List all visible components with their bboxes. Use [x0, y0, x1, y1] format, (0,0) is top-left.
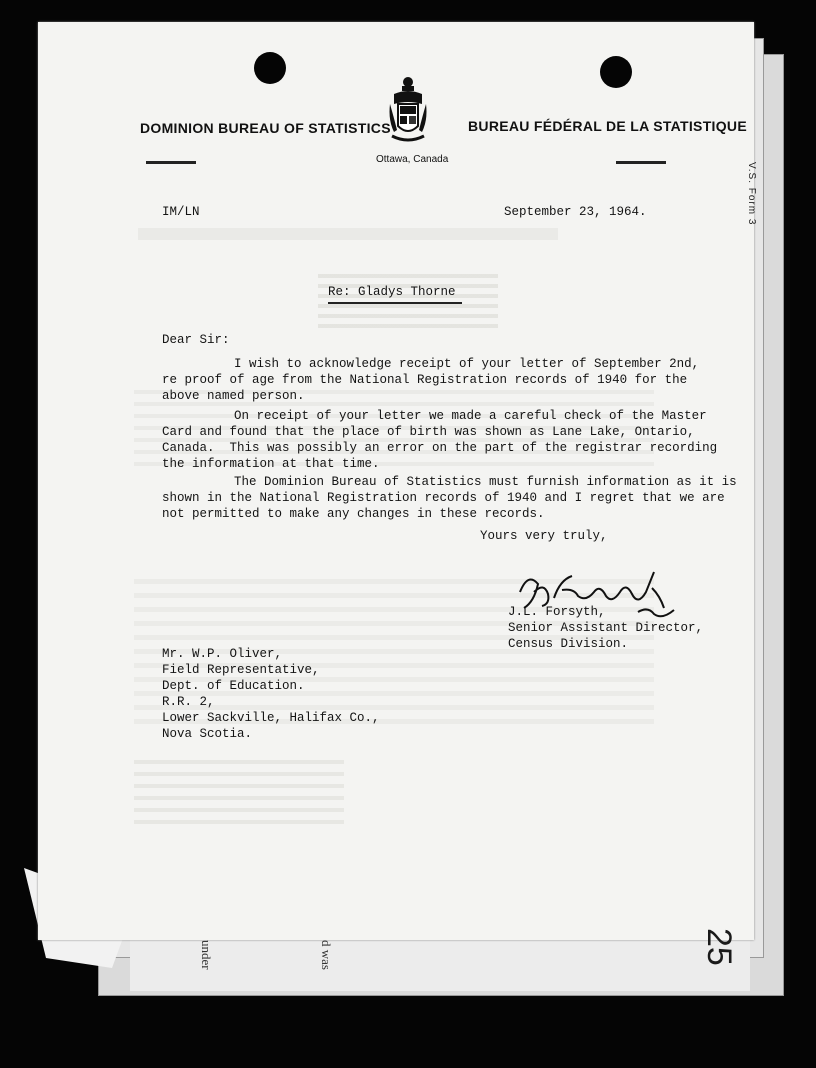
- recipient-line: Field Representative,: [162, 663, 320, 677]
- paragraph-3: The Dominion Bureau of Statistics must furnish information as it is shown in the National Registration records of 1940 and I regret that we are not permitted to make any changes in these records.: [162, 475, 737, 521]
- letterhead-city: Ottawa, Canada: [376, 154, 449, 165]
- letterhead-rule: [616, 161, 666, 164]
- letterhead-english: DOMINION BUREAU OF STATISTICS: [140, 120, 391, 136]
- letterhead-rule: [146, 161, 196, 164]
- paragraph-1: I wish to acknowledge receipt of your letter of September 2nd, re proof of age from the National Registration records of 1940 for the above named person.: [162, 357, 700, 403]
- signatory-name: J.L. Forsyth,: [508, 605, 606, 619]
- form-strip: [130, 932, 750, 991]
- recipient-line: Mr. W.P. Oliver,: [162, 647, 283, 661]
- bleed-through-texture: [138, 228, 558, 240]
- punch-hole: [254, 52, 286, 84]
- column-label: under: [199, 940, 214, 970]
- letterhead-french: BUREAU FÉDÉRAL DE LA STATISTIQUE: [468, 118, 747, 134]
- recipient-line: R.R. 2,: [162, 695, 215, 709]
- letter-page: [38, 22, 754, 940]
- punch-hole: [600, 56, 632, 88]
- signatory-division: Census Division.: [508, 637, 629, 651]
- bleed-through-texture: [134, 752, 344, 832]
- reference-initials: IM/LN: [162, 205, 200, 219]
- subject-line: Re: Gladys Thorne: [328, 285, 456, 299]
- column-label: d was: [319, 940, 334, 970]
- recipient-line: Dept. of Education.: [162, 679, 305, 693]
- form-label: V.S. Form 3: [746, 162, 757, 226]
- paragraph-2-text: On receipt of your letter we made a careful check of the Master Card and found that the place of birth was shown as Lane Lake, Ontario, Canada. This was possibly an error on the part of the registrar recording the information at that time.: [162, 409, 718, 471]
- coat-of-arms-icon: [388, 74, 428, 150]
- recipient-line: Nova Scotia.: [162, 727, 253, 741]
- page-number: 25: [700, 928, 738, 966]
- recipient-line: Lower Sackville, Halifax Co.,: [162, 711, 380, 725]
- signatory-title: Senior Assistant Director,: [508, 621, 704, 635]
- letter-date: September 23, 1964.: [504, 205, 647, 219]
- closing: Yours very truly,: [480, 529, 608, 543]
- salutation: Dear Sir:: [162, 333, 230, 347]
- subject-underline: [328, 302, 462, 304]
